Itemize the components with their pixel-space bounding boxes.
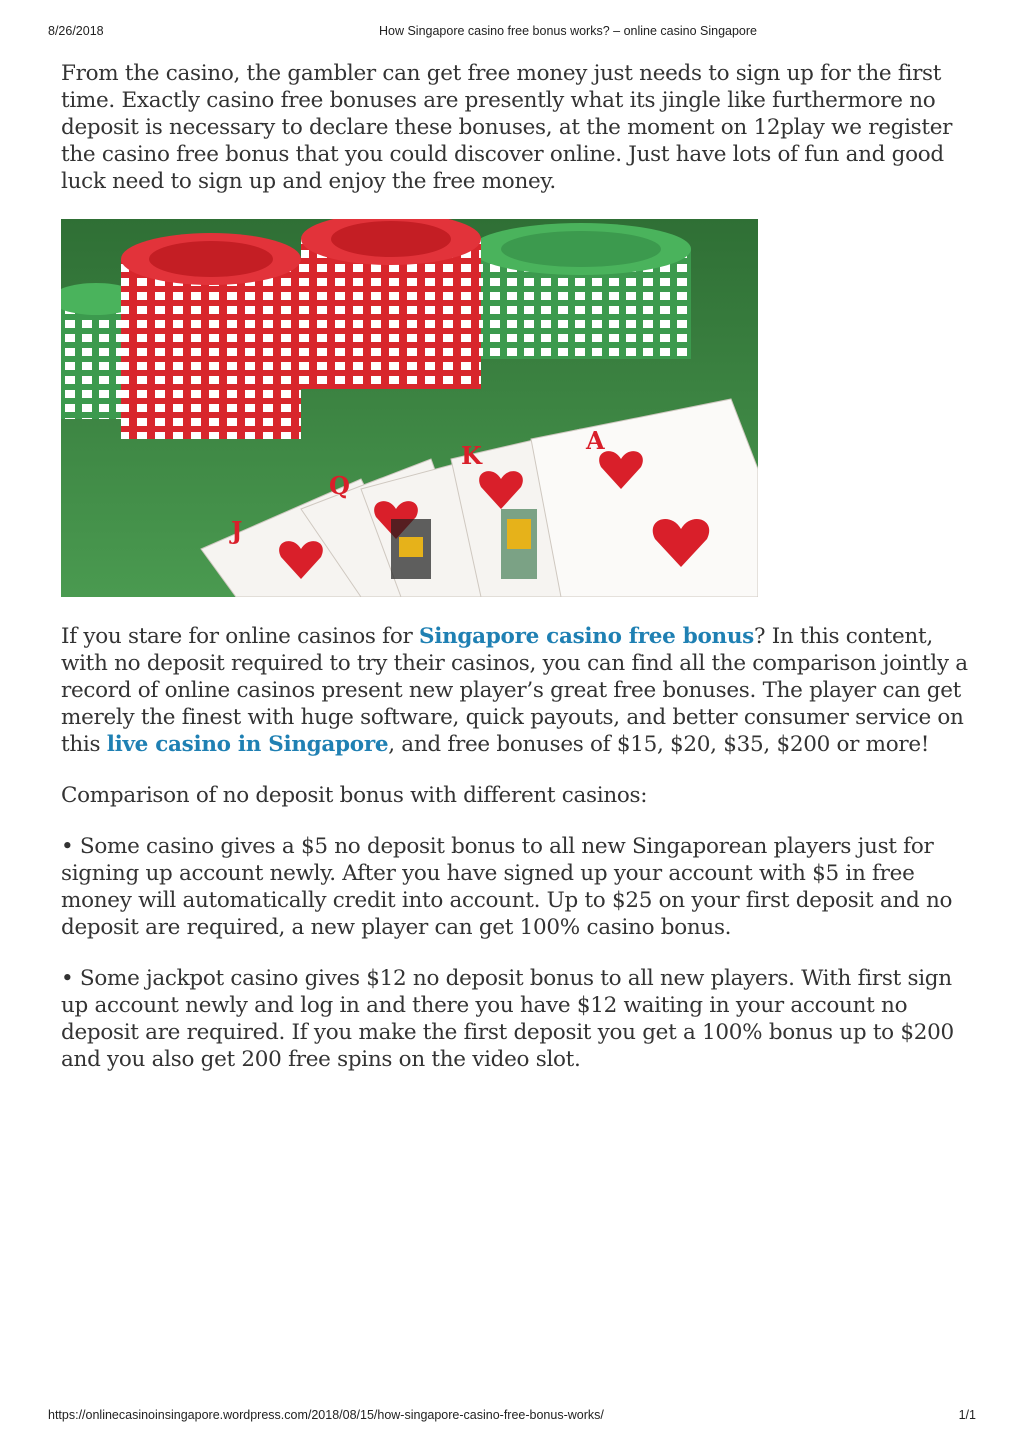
article-body (61, 60, 976, 1097)
print-header (0, 24, 1024, 42)
print-title: How Singapore casino free bonus works? – online casino Singapore (378, 24, 757, 38)
info-text-middle: ? In this content, with no deposit required to try their casinos, you can find all the comparison jointly a record of online casinos present new player’s great free bonuses. The player can get merely the finest with huge software, quick payouts, and better consumer service on this (61, 624, 968, 757)
print-url: https://onlinecasinoinsingapore.wordpress.com/2018/08/15/how-singapore-casino-free-bonus-works/ (48, 1408, 604, 1422)
casino-chips-cards-image (61, 219, 758, 597)
singapore-casino-free-bonus-link[interactable]: Singapore casino free bonus (419, 624, 754, 649)
print-date: 8/26/2018 (48, 24, 104, 38)
page-number: 1/1 (958, 1408, 976, 1422)
live-casino-singapore-link[interactable]: live casino in Singapore (106, 732, 389, 757)
svg-text:A: A (586, 426, 605, 455)
intro-paragraph: From the casino, the gambler can get free money just needs to sign up for the first time. Exactly casino free bonuses are presently what its jingle like furthermore no deposit is necessary to declare these bonuses, at the moment on 12play we register the casino free bonus that you could discover online. Just have lots of fun and good luck need to sign up and enjoy the free money. (61, 61, 953, 194)
svg-text:J: J (231, 516, 243, 545)
info-paragraph (61, 623, 976, 758)
bullet-item-1: • Some casino gives a $5 no deposit bonus to all new Singaporean players just for signing up account newly. After you have signed up your account with $5 in free money will automatically credit into account. Up to $25 on your first deposit and no deposit are required, a new player can get 100% casino bonus. (61, 834, 953, 940)
comparison-heading: Comparison of no deposit bonus with different casinos: (61, 783, 648, 808)
info-text-start: If you stare for online casinos for (61, 624, 419, 649)
bullet-item-2: • Some jackpot casino gives $12 no deposit bonus to all new players. With first sign up account newly and log in and there you have $12 waiting in your account no deposit are required. If you make the first deposit you get a 100% bonus up to $200 and you also get 200 free spins on the video slot. (61, 966, 954, 1072)
svg-text:K: K (461, 441, 482, 470)
svg-text:Q: Q (329, 471, 350, 500)
info-text-end: , and free bonuses of $15, $20, $35, $200 or more! (388, 732, 930, 757)
